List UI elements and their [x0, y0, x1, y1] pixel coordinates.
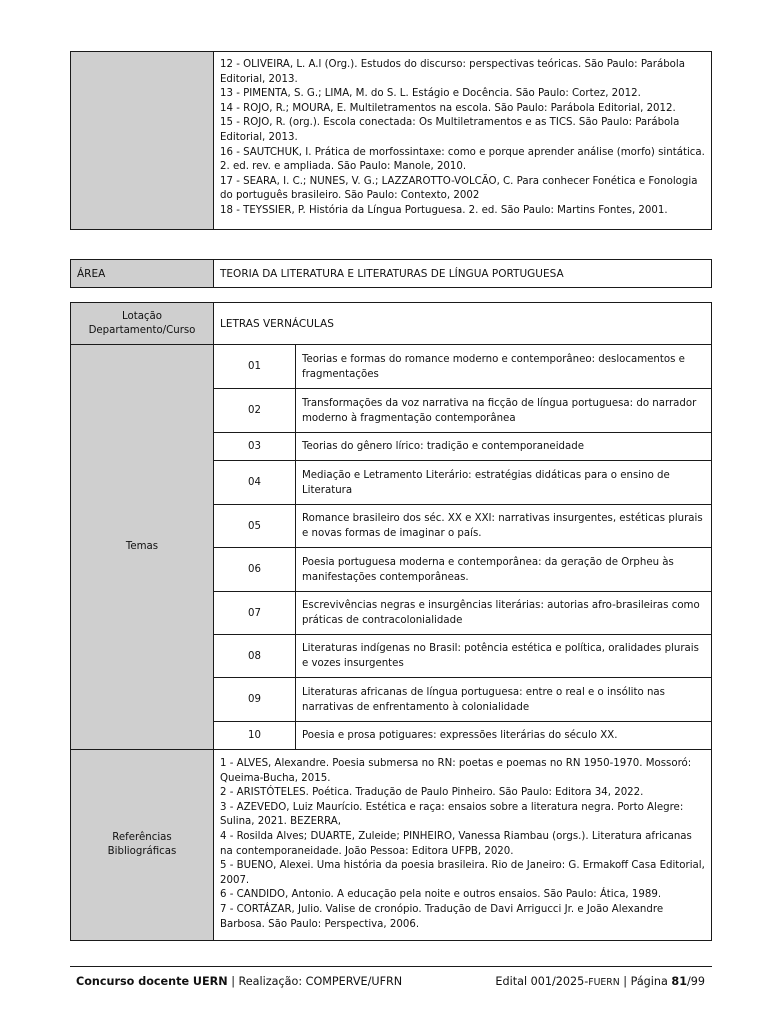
reference-item: 12 - OLIVEIRA, L. A.l (Org.). Estudos do discurso: perspectivas teóricas. São Paulo: Parábola Editorial, 2013. — [220, 59, 685, 85]
reference-item: 6 - CANDIDO, Antonio. A educação pela noite e outros ensaios. São Paulo: Ática, 1989. — [220, 889, 662, 901]
page-footer — [76, 975, 705, 988]
tema-text: Mediação e Letramento Literário: estratégias didáticas para o ensino de Literatura — [296, 461, 712, 505]
tema-text: Transformações da voz narrativa na ficção de língua portuguesa: do narrador moderno à fragmentação contemporânea — [296, 389, 712, 433]
area-detail-table — [70, 302, 712, 941]
references-continuation-table — [70, 51, 712, 230]
reference-item: 4 - Rosilda Alves; DUARTE, Zuleide; PINHEIRO, Vanessa Riambau (orgs.). Literatura africanas na contemporaneidade. João Pessoa: Editora UFPB, 2020. — [220, 830, 692, 857]
tema-number: 09 — [214, 678, 296, 722]
tema-text: Poesia e prosa potiguares: expressões literárias do século XX. — [296, 722, 712, 750]
temas-label: Temas — [71, 345, 214, 750]
reference-item: 3 - AZEVEDO, Luiz Maurício. Estética e raça: ensaios sobre a literatura negra. Porto Alegre: Sulina, 2021. BEZERRA, — [220, 801, 684, 828]
area-table — [70, 259, 712, 288]
reference-item: 15 - ROJO, R. (org.). Escola conectada: Os Multiletramentos e as TICS. São Paulo: Parábola Editorial, 2013. — [220, 117, 680, 143]
footer-page-label: | Página — [619, 975, 672, 988]
tema-number: 08 — [214, 635, 296, 678]
area-value: TEORIA DA LITERATURA E LITERATURAS DE LÍNGUA PORTUGUESA — [214, 260, 712, 288]
referencias-label-line2: Bibliográficas — [107, 846, 177, 857]
footer-left — [76, 975, 402, 988]
referencias-cell — [214, 750, 712, 941]
tema-number: 01 — [214, 345, 296, 389]
footer-organizer: Realização: COMPERVE/UFRN — [238, 975, 403, 988]
tema-text: Poesia portuguesa moderna e contemporânea: da geração de Orpheu às manifestações contemporâneas. — [296, 548, 712, 592]
tema-number: 05 — [214, 505, 296, 548]
footer-edital: Edital 001/2025- — [495, 975, 589, 988]
reference-item: 5 - BUENO, Alexei. Uma história da poesia brasileira. Rio de Janeiro: G. Ermakoff Casa Editorial, 2007. — [220, 860, 705, 886]
footer-page-total: /99 — [686, 975, 705, 988]
lotacao-label-line2: Departamento/Curso — [88, 324, 196, 336]
reference-item: 14 - ROJO, R.; MOURA, E. Multiletramentos na escola. São Paulo: Parábola Editorial, 2012. — [220, 102, 676, 114]
tema-text: Teorias do gênero lírico: tradição e contemporaneidade — [296, 433, 712, 461]
references-cell — [214, 52, 712, 230]
reference-item: 16 - SAUTCHUK, I. Prática de morfossintaxe: como e porque aprender análise (morfo) sintática. 2. ed. rev. e ampliada. São Paulo: Manole, 2010. — [220, 146, 705, 173]
tema-number: 10 — [214, 722, 296, 750]
tema-number: 04 — [214, 461, 296, 505]
tema-number: 03 — [214, 433, 296, 461]
lotacao-value: LETRAS VERNÁCULAS — [214, 303, 712, 345]
lotacao-label — [71, 303, 214, 345]
referencias-label-line1: Referências — [112, 832, 172, 843]
tema-number: 02 — [214, 389, 296, 433]
tema-number: 06 — [214, 548, 296, 592]
lotacao-label-line1: Lotação — [121, 310, 163, 322]
reference-item: 17 - SEARA, I. C.; NUNES, V. G.; LAZZAROTTO-VOLCÃO, C. Para conhecer Fonética e Fonologia do português brasileiro. São Paulo: Contexto, 2002 — [220, 175, 698, 202]
tema-text: Literaturas indígenas no Brasil: potência estética e política, oralidades plurais e vozes insurgentes — [296, 635, 712, 678]
reference-item: 7 - CORTÁZAR, Julio. Valise de cronópio. Tradução de Davi Arrigucci Jr. e João Alexandre Barbosa. São Paulo: Perspectiva, 2006. — [220, 903, 664, 930]
reference-item: 18 - TEYSSIER, P. História da Língua Portuguesa. 2. ed. São Paulo: Martins Fontes, 2001. — [220, 204, 668, 216]
tema-text: Teorias e formas do romance moderno e contemporâneo: deslocamentos e fragmentações — [296, 345, 712, 389]
referencias-label — [71, 750, 214, 941]
footer-separator: | — [227, 975, 239, 988]
tema-number: 07 — [214, 592, 296, 635]
footer-edital-org: FUERN — [588, 977, 620, 988]
footer-right — [495, 975, 705, 988]
footer-contest-title: Concurso docente UERN — [76, 975, 228, 988]
tema-text: Escrevivências negras e insurgências literárias: autorias afro-brasileiras como práticas de contracolonialidade — [296, 592, 712, 635]
footer-page-current: 81 — [671, 975, 687, 988]
reference-item: 13 - PIMENTA, S. G.; LIMA, M. do S. L. Estágio e Docência. São Paulo: Cortez, 2012. — [220, 88, 641, 100]
area-label: ÁREA — [71, 260, 214, 288]
reference-item: 2 - ARISTÓTELES. Poética. Tradução de Paulo Pinheiro. São Paulo: Editora 34, 2022. — [220, 787, 644, 799]
tema-text: Literaturas africanas de língua portuguesa: entre o real e o insólito nas narrativas de enfrentamento à colonialidade — [296, 678, 712, 722]
footer-divider — [70, 966, 712, 967]
reference-item: 1 - ALVES, Alexandre. Poesia submersa no RN: poetas e poemas no RN 1950-1970. Mossoró: Queima-Bucha, 2015. — [220, 758, 692, 784]
label-cell-empty — [71, 52, 214, 230]
tema-text: Romance brasileiro dos séc. XX e XXI: narrativas insurgentes, estéticas plurais e novas formas de imaginar o país. — [296, 505, 712, 548]
